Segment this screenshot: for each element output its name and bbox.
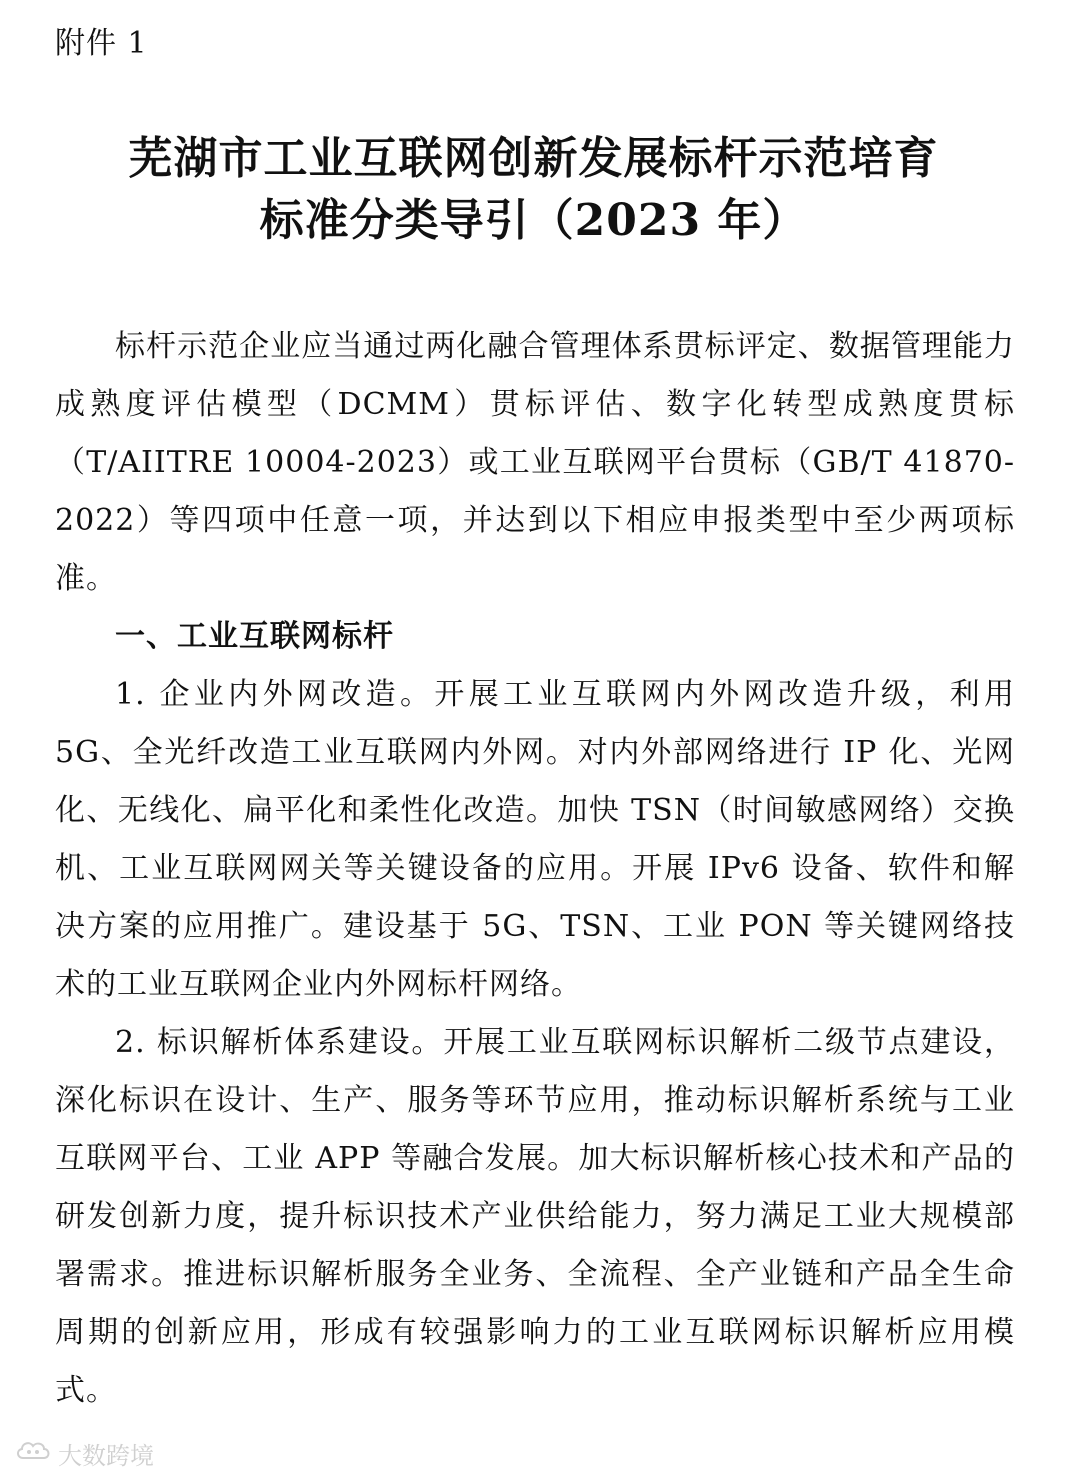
section-item-2: 2. 标识解析体系建设。开展工业互联网标识解析二级节点建设，深化标识在设计、生产、服务等环节应用，推动标识解析系统与工业互联网平台、工业 APP 等融合发展。加大标识解析核心技术和产品的研发创新力度，提升标识技术产业供给能力，努力满足工业大规模部署需求。推进标识解析服务全业务、全流程、全产业链和产品全生命周期的创新应用，形成有较强影响力的工业互联网标识解析应用模式。 <box>55 1025 1015 1408</box>
intro-paragraph: 标杆示范企业应当通过两化融合管理体系贯标评定、数据管理能力成熟度评估模型（DCMM）贯标评估、数字化转型成熟度贯标（T/AIITRE 10004-2023）或工业互联网平台贯标（GB/T 41870-2022）等四项中任意一项，并达到以下相应申报类型中至少两项标准。 <box>55 329 1015 596</box>
document-body <box>55 318 1015 1420</box>
title-line-2: 标准分类导引（2023 年） <box>259 195 808 246</box>
attachment-label: 附件 1 <box>55 26 148 61</box>
watermark <box>14 1436 154 1470</box>
watermark-text: 大数跨境 <box>58 1441 154 1470</box>
section-heading-1: 一、工业互联网标杆 <box>115 619 394 654</box>
title-line-1: 芜湖市工业互联网创新发展标杆示范培育 <box>128 133 939 184</box>
section-item-1: 1. 企业内外网改造。开展工业互联网内外网改造升级，利用 5G、全光纤改造工业互联网内外网。对内外部网络进行 IP 化、光网化、无线化、扁平化和柔性化改造。加快 TSN（时间敏感网络）交换机、工业互联网网关等关键设备的应用。开展 IPv6 设备、软件和解决方案的应用推广。建设基于 5G、TSN、工业 PON 等关键网络技术的工业互联网企业内外网标杆网络。 <box>55 677 1015 1002</box>
cloud-logo-icon <box>14 1436 52 1470</box>
document-title <box>0 128 1067 252</box>
